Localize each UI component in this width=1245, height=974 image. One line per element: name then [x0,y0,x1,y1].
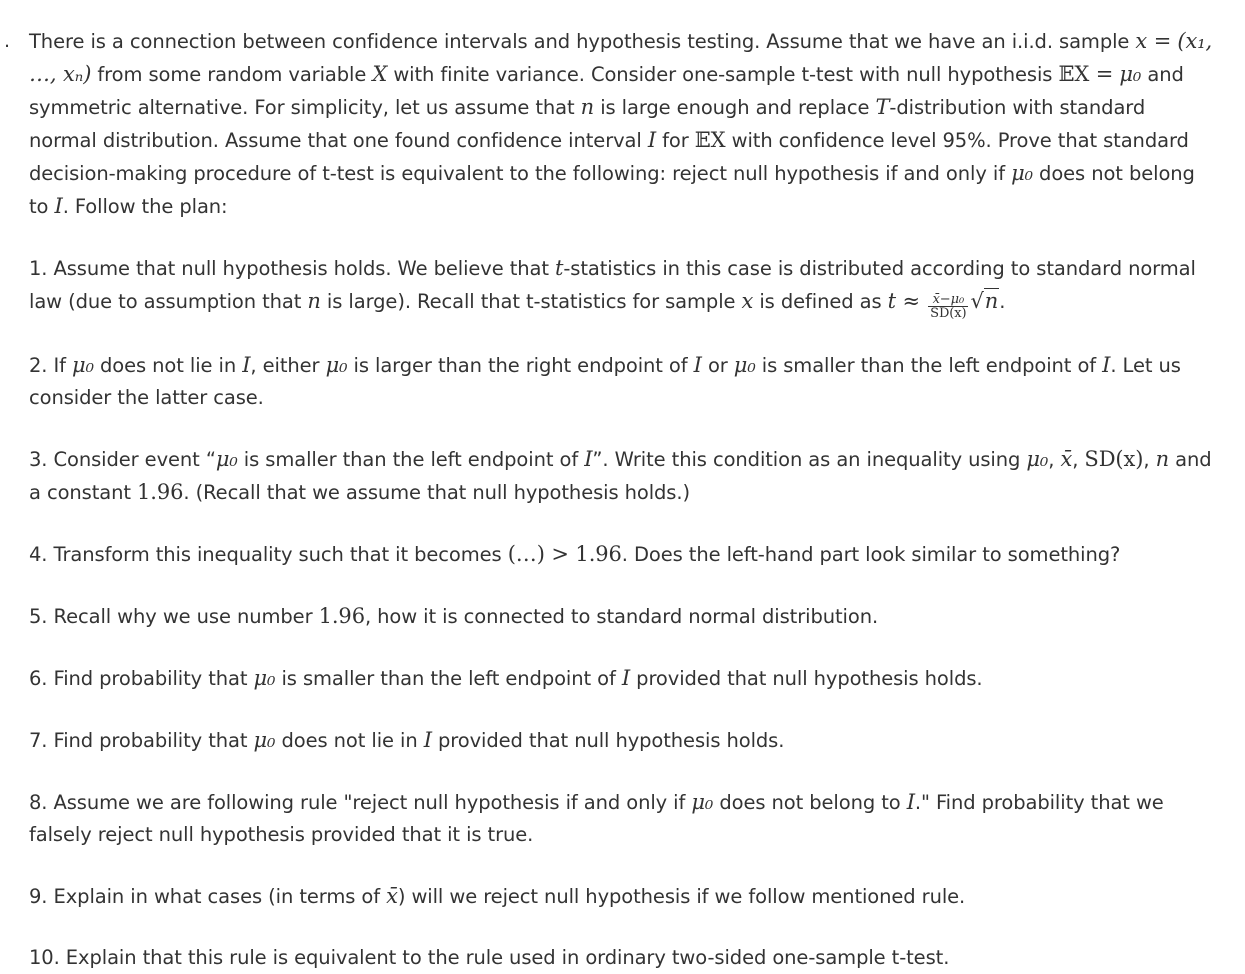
plan-step-8: 8. Assume we are following rule "reject null hypothesis if and only if μ₀ does not belong to I." Find probability that we falsely reject null hypothesis provided that it is true. [29,790,1164,846]
plan-step-1: 1. Assume that null hypothesis holds. We believe that t-statistics in this case is distributed according to standard normal law (due to assumption that n is large). Recall that t-statistics for sample x is defined as t ≈ $\frac{\text{x̄−μ₀}}{SD(x)}$ √n. [29,256,1196,321]
plan-step-5: 5. Recall why we use number 1.96, how it is connected to standard normal distribution. [29,604,879,628]
problem-text [29,25,1214,974]
list-marker: . [4,30,11,52]
plan-step-3: 3. Consider event “μ₀ is smaller than the left endpoint of I”. Write this condition as an inequality using μ₀, x̄, SD(x), n and a constant 1.96. (Recall that we assume that null hypothesis holds.) [29,447,1212,504]
plan-step-7: 7. Find probability that μ₀ does not lie in I provided that null hypothesis holds. [29,728,785,752]
plan-step-6: 6. Find probability that μ₀ is smaller than the left endpoint of I provided that null hypothesis holds. [29,666,983,690]
plan-step-4: 4. Transform this inequality such that it becomes (…) > 1.96. Does the left-hand part look similar to something? [29,542,1121,566]
plan-step-9: 9. Explain in what cases (in terms of x̄) will we reject null hypothesis if we follow mentioned rule. [29,884,966,908]
plan-step-2: 2. If μ₀ does not lie in I, either μ₀ is larger than the right endpoint of I or μ₀ is smaller than the left endpoint of I. Let us consider the latter case. [29,353,1181,409]
plan-step-10: 10. Explain that this rule is equivalent to the rule used in ordinary two-sided one-sample t-test. [29,946,950,969]
sqrt-n: √n [970,289,999,313]
intro-paragraph: There is a connection between confidence intervals and hypothesis testing. Assume that we have an i.i.d. sample x = (x₁, …, xₙ) from some random variable X with finite variance. Consider one-sample t-test with null hypothesis 𝔼X = μ₀ and symmetric alternative. For simplicity, let us assume that n is large enough and replace T-distribution with standard normal distribution. Assume that one found confidence interval I for 𝔼X with confidence level 95%. Prove that standard decision-making procedure of t-test is equivalent to the following: reject null hypothesis if and only if μ₀ does not belong to I. Follow the plan: [29,29,1213,218]
t-statistic-fraction: $\frac{\text{x̄−μ₀}}{SD(x)}$ [930,292,967,321]
